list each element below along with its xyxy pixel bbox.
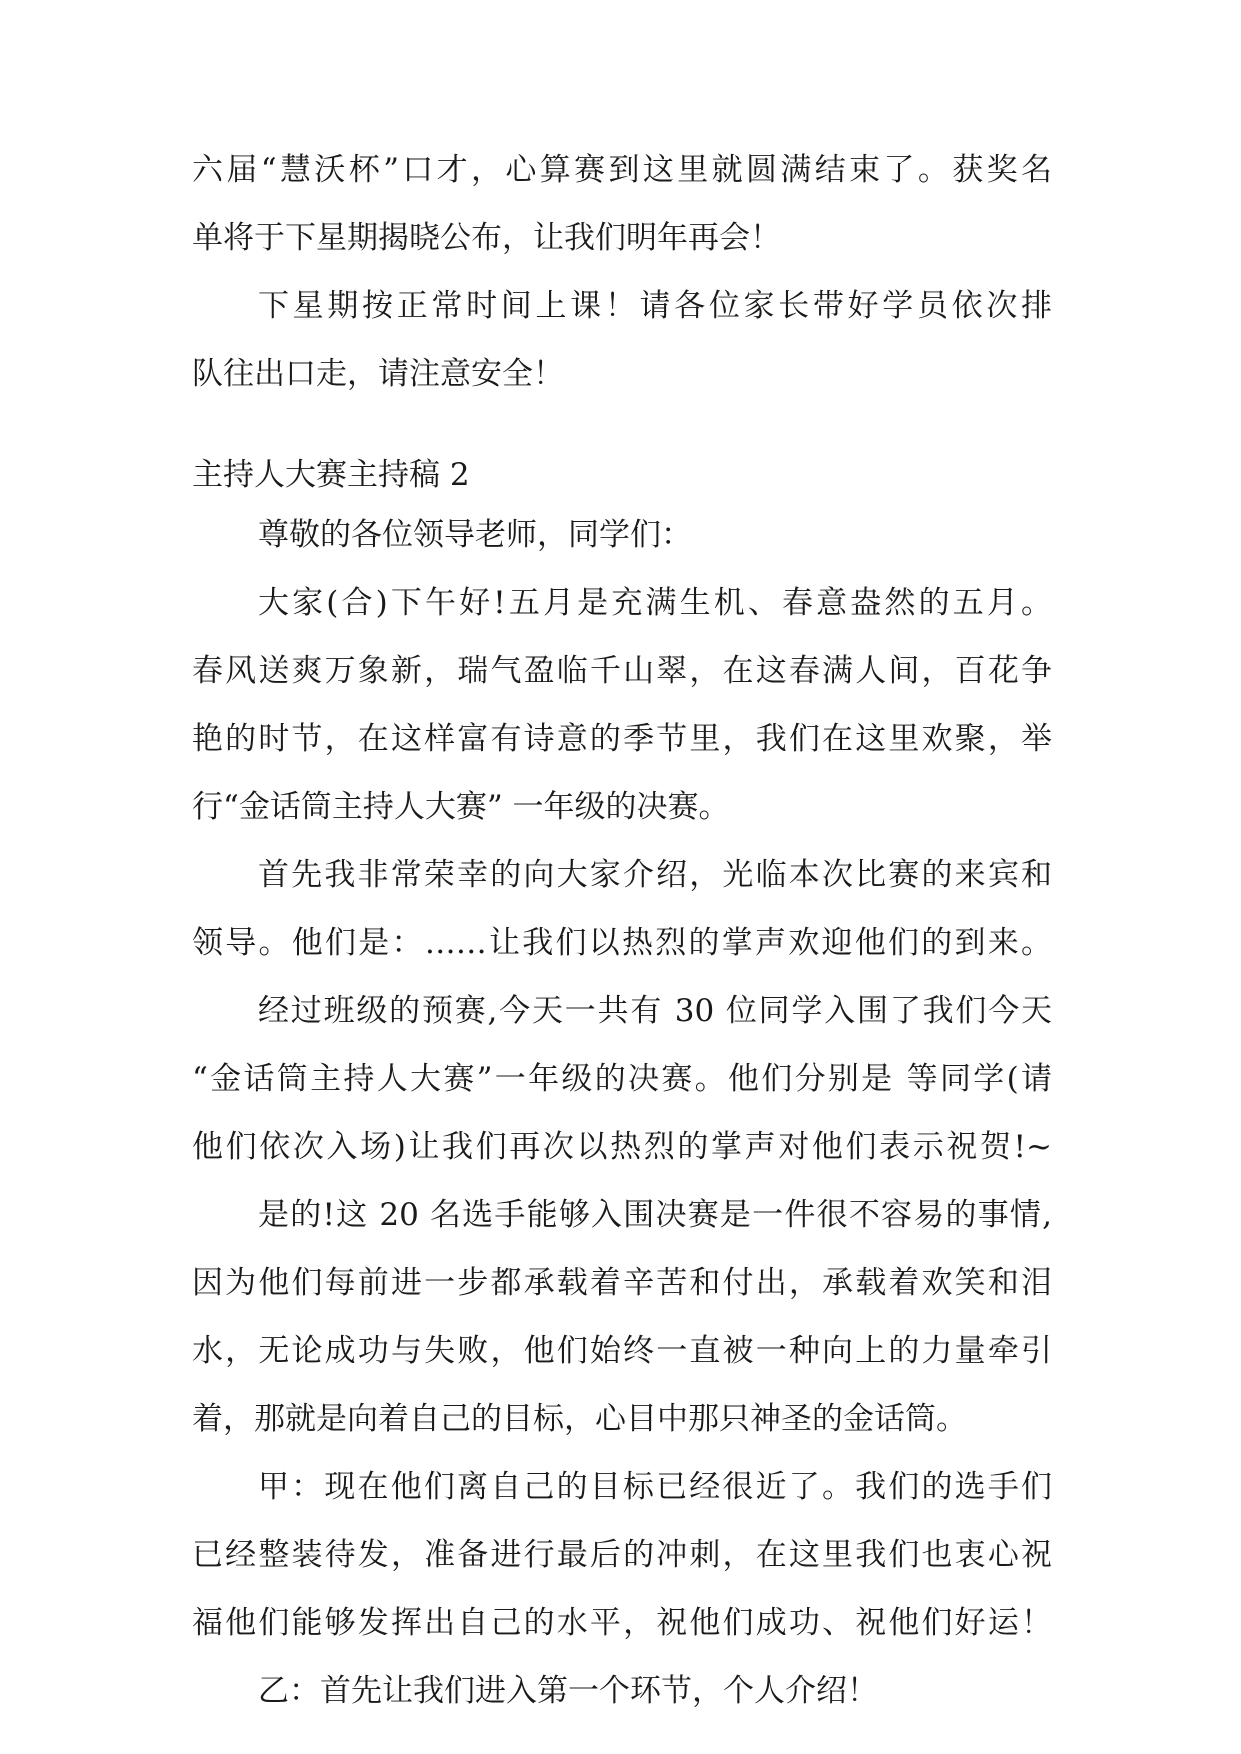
text-line: 首先我非常荣幸的向大家介绍，光临本次比赛的来宾和: [258, 857, 1052, 893]
text-line: 福他们能够发挥出自己的水平，祝他们成功、祝他们好运！: [192, 1605, 1052, 1641]
text-line: 已经整装待发，准备进行最后的冲刺，在这里我们也衷心祝: [192, 1537, 1052, 1573]
text-line: 领导。他们是：……让我们以热烈的掌声欢迎他们的到来。: [192, 925, 1052, 961]
text-line: 甲：现在他们离自己的目标已经很近了。我们的选手们: [258, 1469, 1052, 1505]
text-line: 因为他们每前进一步都承载着辛苦和付出，承载着欢笑和泪: [192, 1265, 1052, 1301]
text-line: 经过班级的预赛,今天一共有 30 位同学入围了我们今天: [258, 993, 1052, 1029]
text-line: 乙：首先让我们进入第一个环节，个人介绍！: [258, 1673, 878, 1709]
text-line: 队往出口走，请注意安全！: [192, 356, 564, 392]
text-line: 他们依次入场)让我们再次以热烈的掌声对他们表示祝贺!~: [192, 1129, 1052, 1165]
text-line: 六届“慧沃杯”口才，心算赛到这里就圆满结束了。获奖名: [192, 152, 1052, 188]
text-line: 着，那就是向着自己的目标，心目中那只神圣的金话筒。: [192, 1401, 967, 1437]
text-line: 水，无论成功与失败，他们始终一直被一种向上的力量牵引: [192, 1333, 1052, 1369]
greeting: 尊敬的各位领导老师，同学们：: [258, 517, 692, 553]
text-line: 单将于下星期揭晓公布，让我们明年再会！: [192, 220, 781, 256]
text-line: 春风送爽万象新，瑞气盈临千山翠，在这春满人间，百花争: [192, 653, 1052, 689]
text-line: “金话筒主持人大赛”一年级的决赛。他们分别是 等同学(请: [192, 1061, 1052, 1097]
text-line: 是的!这 20 名选手能够入围决赛是一件很不容易的事情,: [258, 1197, 1052, 1233]
text-line: 下星期按正常时间上课！请各位家长带好学员依次排: [258, 288, 1052, 324]
section-title: 主持人大赛主持稿 2: [192, 457, 470, 493]
text-line: 大家(合)下午好!五月是充满生机、春意盎然的五月。: [258, 585, 1052, 621]
text-line: 艳的时节，在这样富有诗意的季节里，我们在这里欢聚，举: [192, 721, 1052, 757]
text-line: 行“金话筒主持人大赛” 一年级的决赛。: [192, 789, 730, 825]
